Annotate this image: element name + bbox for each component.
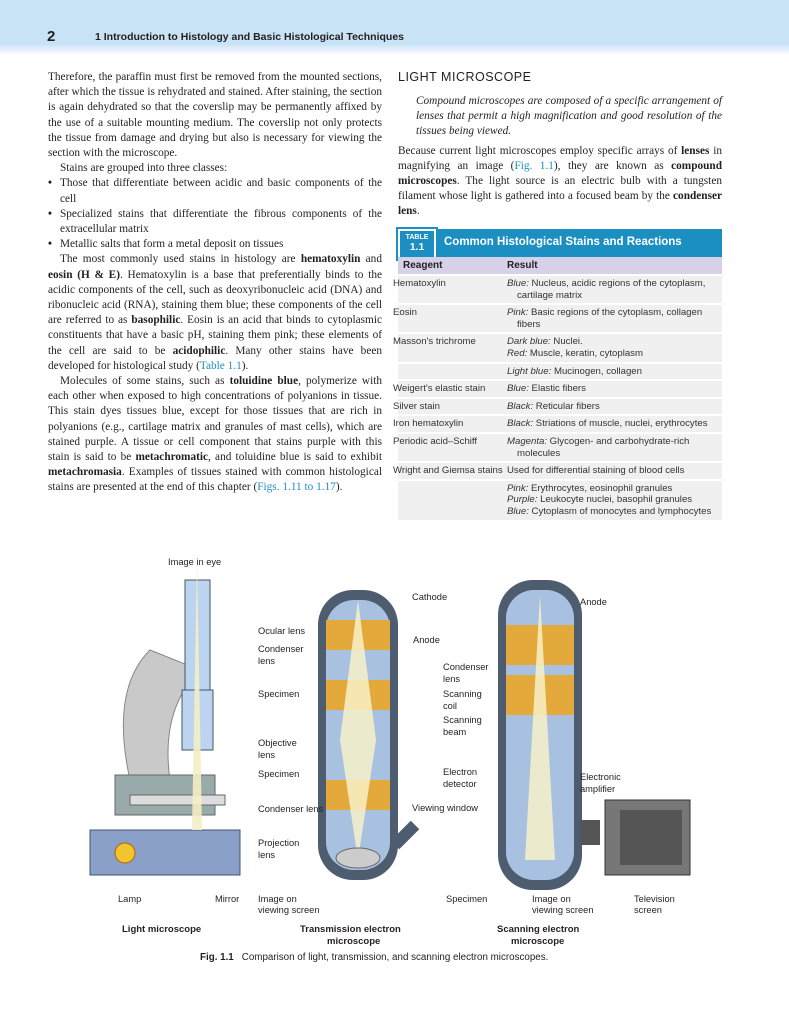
table-link[interactable]: Table 1.1: [199, 359, 242, 372]
label: Scanning: [443, 689, 482, 699]
reagent-cell: [398, 366, 507, 378]
label: lens: [443, 674, 461, 684]
table-row: [393, 399, 722, 415]
list-item: • Metallic salts that form a metal deposit on tissues: [48, 237, 382, 252]
label: lens: [258, 656, 276, 666]
label: Cathode: [412, 592, 448, 602]
subfigure-title: microscope: [327, 936, 381, 947]
label: lens: [258, 850, 276, 860]
result-cell: Blue: Nucleus, acidic regions of the cytoplasm, cartilage matrix: [507, 278, 706, 301]
tem-drawing: [318, 590, 415, 880]
table-title: Common Histological Stains and Reactions: [444, 236, 682, 248]
table-row: [393, 276, 722, 303]
label: Projection: [258, 838, 300, 848]
result-cell: Black: Reticular fibers: [507, 400, 600, 412]
result-cell: Used for differential staining of blood cells: [507, 465, 685, 477]
chapter-title: 1 Introduction to Histology and Basic Histological Techniques: [95, 31, 405, 43]
reagent-cell: Masson's trichrome: [393, 336, 476, 348]
label: Image in eye: [168, 557, 222, 567]
label: beam: [443, 727, 467, 737]
column-header: Result: [507, 260, 538, 271]
label: Specimen: [258, 689, 300, 699]
subfigure-title: Scanning electron: [497, 924, 580, 935]
result-cell: Light blue: Mucinogen, collagen: [507, 365, 642, 377]
list-item: • Specialized stains that differentiate the fibrous components of the extracellular matrix: [48, 207, 382, 237]
reagent-cell: Periodic acid–Schiff: [393, 435, 478, 447]
label: Objective: [258, 738, 297, 748]
label: Ocular lens: [258, 626, 306, 636]
page-number: 2: [47, 28, 56, 45]
result-cell: Black: Striations of muscle, nuclei, erythrocytes: [507, 418, 708, 430]
column-header: Reagent: [403, 260, 443, 271]
reagent-cell: Hematoxylin: [393, 278, 446, 289]
label: Specimen: [446, 894, 488, 904]
reagent-cell: Weigert's elastic stain: [393, 383, 486, 395]
label: coil: [443, 701, 457, 711]
reagent-cell: Iron hematoxylin: [393, 418, 464, 430]
running-header: [0, 0, 789, 55]
figure-microscopes: [0, 550, 789, 970]
label: Scanning: [443, 715, 482, 725]
label: screen: [634, 905, 662, 915]
right-column: [398, 70, 722, 220]
label: detector: [443, 779, 477, 789]
table-row: [393, 416, 722, 432]
table-row: [393, 434, 722, 461]
result-cell: Pink: Erythrocytes, eosinophil granules Purple: Leukocyte nuclei, basophil granules Blue: Cytoplasm of monocytes and lymphocytes: [507, 482, 712, 517]
subfigure-title: microscope: [511, 936, 565, 947]
label: Mirror: [215, 894, 240, 904]
result-cell: Pink: Basic regions of the cytoplasm, collagen fibers: [507, 307, 703, 330]
result-cell: Blue: Elastic fibers: [507, 383, 586, 395]
label: Electron: [443, 767, 478, 777]
paragraph: Because current light microscopes employ specific arrays of lenses in magnifying an image (Fig. 1.1), they are known as compound microscopes. The light source is an electric bulb with a tungsten filament whose light is gathered into a focused beam by the condenser lens.: [398, 144, 722, 218]
label: Anode: [580, 597, 607, 607]
label: Condenser lens: [258, 804, 324, 814]
table-header: [398, 257, 722, 274]
label: viewing screen: [258, 905, 320, 915]
reagent-cell: Wright and Giemsa stains: [393, 465, 503, 477]
table-row: [393, 381, 722, 397]
label: Image on: [532, 894, 571, 904]
lead-paragraph: Compound microscopes are composed of a specific arrangement of lenses that permit a high magnification and good resolution of the tissues being viewed.: [416, 95, 722, 138]
table-row: [393, 305, 722, 332]
subfigure-title: Transmission electron: [300, 924, 401, 935]
label: lens: [258, 750, 276, 760]
table-badge: TABLE 1.1: [398, 229, 436, 259]
result-cell: Dark blue: Nuclei. Red: Muscle, keratin, cytoplasm: [507, 336, 643, 359]
label: Viewing window: [412, 803, 478, 813]
list-item: • Those that differentiate between acidic and basic components of the cell: [48, 176, 382, 206]
table-row: [393, 463, 722, 479]
result-cell: Magenta: Glycogen- and carbohydrate-rich molecules: [507, 435, 690, 459]
paragraph: Stains are grouped into three classes:: [60, 162, 228, 175]
reagent-cell: [398, 483, 507, 518]
label: Image on: [258, 894, 297, 904]
label: viewing screen: [532, 905, 594, 915]
paragraph: Molecules of some stains, such as toluidine blue, polymerize with each other when exposed to high concentrations of polyanions in tissue. This stain dyes tissues blue, except for those tissues that are rich in polyanions (e.g., cartilage matrix and granules of mast cells), which are stained purple. A tissue or cell component that stains purple with this stain is said to be metachromatic, and toluidine blue is said to exhibit metachromasia. Examples of tissues stained with common histological stains are presented at the end of this chapter (Figs. 1.11 to 1.17).: [48, 375, 383, 494]
label: Condenser: [258, 644, 304, 654]
stain-classes-list: [48, 176, 382, 252]
subfigure-title: Light microscope: [122, 924, 202, 935]
label: Specimen: [258, 769, 300, 779]
paragraph: The most commonly used stains in histology are hematoxylin and eosin (H & E). Hematoxylin is a base that preferentially binds to the acidic components of the cell, such as deoxyribonucleic acid (DNA) and ribonucleic acid (RNA), staining them blue; these components of the cell are referred to as basophilic. Eosin is an acid that binds to cytoplasmic constituents that have a basic pH, staining them pink; these elements of the cell are said to be acidophilic. Many other stains have been developed for histological study (Table 1.1).: [48, 253, 382, 372]
label: Condenser: [443, 662, 489, 672]
table-row: [398, 364, 722, 380]
label: Television: [634, 894, 675, 904]
light-microscope-drawing: [90, 560, 240, 875]
label: Electronic: [580, 772, 621, 782]
left-column: [48, 70, 382, 496]
section-heading: LIGHT MICROSCOPE: [398, 70, 532, 84]
label: Anode: [413, 635, 440, 645]
paragraph: Therefore, the paraffin must first be removed from the mounted sections, after which the tissue is rehydrated and stained. After staining, the section is again dehydrated so that the coverslip may be permanently affixed by the use of a suitable mounting medium. The coverslip not only protects the tissue from damage and drying but also is necessary for viewing the section with the microscope.: [48, 71, 382, 160]
figures-link[interactable]: Figs. 1.11 to 1.17: [257, 481, 336, 494]
label: amplifier: [580, 784, 616, 794]
table-row: [393, 334, 722, 361]
figure-caption: Fig. 1.1 Comparison of light, transmission, and scanning electron microscopes.: [200, 952, 549, 963]
reagent-cell: Eosin: [393, 307, 417, 319]
reagent-cell: Silver stain: [393, 400, 440, 412]
table-body: [393, 276, 722, 522]
figure-link[interactable]: Fig. 1.1: [514, 159, 554, 172]
sem-drawing: [498, 580, 690, 890]
label: Lamp: [118, 894, 142, 904]
table-row: [398, 481, 722, 520]
